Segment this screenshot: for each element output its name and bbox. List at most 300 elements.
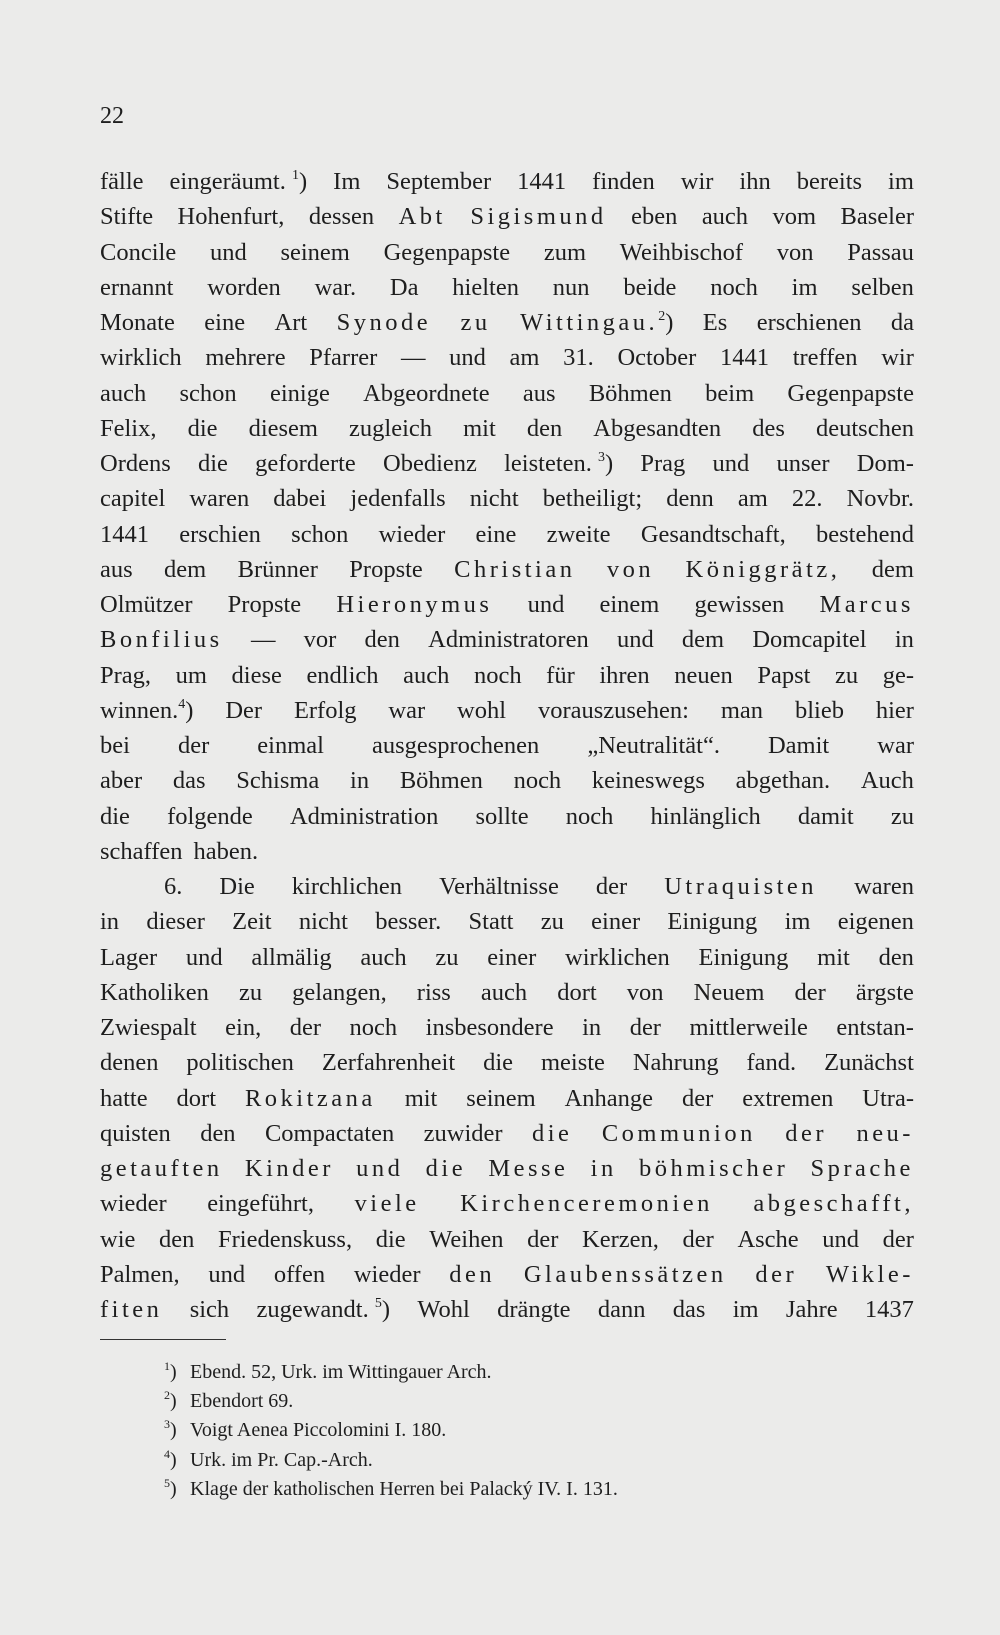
word: Böhmen (399, 767, 483, 795)
text-line (100, 199, 914, 234)
word: wieder (378, 520, 446, 548)
footnote-ref-paren: ) (381, 1296, 391, 1323)
word: Monate (100, 309, 175, 336)
text-line (100, 622, 914, 657)
word: dann (597, 1296, 646, 1323)
word: Gegenpapste (787, 379, 914, 407)
spaced-word: die (425, 1155, 467, 1182)
spaced-word: in (590, 1155, 617, 1182)
word: fälle (100, 168, 144, 195)
word: erschien (179, 520, 261, 548)
word: für (546, 661, 575, 689)
footnote-ref-paren: ) (185, 696, 194, 724)
word: wirklichen (565, 943, 670, 971)
spaced-word: fiten (100, 1296, 163, 1323)
spaced-word: Wikle- (825, 1260, 914, 1288)
word: wieder (353, 1260, 421, 1288)
spaced-word: Sprache (810, 1155, 914, 1182)
spaced-word: Messe (488, 1155, 569, 1182)
word: treffen (792, 344, 858, 372)
word: Lager (100, 943, 158, 971)
word: noch (349, 1014, 398, 1041)
word: damit (797, 802, 854, 830)
word: seinem (466, 1084, 536, 1112)
word: Jahre (785, 1296, 838, 1323)
word: eine (475, 520, 517, 548)
word: ernannt (100, 273, 174, 301)
word: Ordens (100, 450, 171, 477)
word: abgethan. (735, 767, 831, 795)
word: Friedenskuss, (218, 1225, 353, 1253)
footnote-number: 1 (164, 1359, 170, 1373)
word: Böhmen (588, 379, 672, 407)
word: leisteten. (504, 450, 592, 477)
word: war. (314, 273, 357, 301)
word: Zunächst (824, 1049, 914, 1077)
word: mehrere (205, 344, 286, 372)
word: mittlerweile (689, 1014, 808, 1041)
word: diese (231, 661, 282, 689)
word: Katholiken (100, 978, 209, 1006)
word: schon (179, 379, 237, 407)
word: das (172, 767, 206, 795)
word: am (509, 344, 540, 372)
word: diesem (248, 414, 318, 442)
spaced-name: Abt (398, 203, 446, 231)
word: bei (100, 732, 130, 759)
word: Palmen, (100, 1260, 180, 1288)
word: des (752, 414, 785, 442)
word: eingeführt, (207, 1190, 314, 1218)
word: bestehend (816, 520, 914, 548)
word: Art (274, 309, 308, 336)
spaced-name: Utraquisten (664, 873, 818, 900)
word: seinem (280, 238, 350, 266)
spaced-word: zu (460, 309, 491, 336)
spaced-word: neu- (856, 1119, 914, 1147)
word: eben (631, 203, 678, 231)
footnote (164, 1446, 618, 1475)
word: deutschen (815, 414, 914, 442)
footnotes (164, 1358, 618, 1504)
text-line (100, 728, 914, 763)
spaced-word: den (449, 1260, 496, 1288)
word-with-footnote-ref (504, 446, 613, 481)
footnote-number: 4 (164, 1446, 170, 1461)
footnote-ref-paren: ) (665, 309, 674, 336)
word: dessen (308, 203, 375, 231)
word: quisten (100, 1119, 171, 1147)
word: war (877, 732, 914, 759)
word: Abgeordnete (363, 379, 490, 407)
word: der (177, 732, 210, 759)
footnote-paren: ) (170, 1477, 177, 1500)
footnote-ref[interactable]: 5 (374, 1296, 382, 1311)
word: nun (552, 273, 590, 301)
word: das (672, 1296, 706, 1323)
word: extremen (742, 1084, 834, 1112)
text-line (100, 1257, 914, 1292)
word: entstan- (836, 1014, 914, 1041)
footnote-number: 3 (164, 1417, 170, 1432)
word: Olmützer (100, 591, 193, 618)
word: Der (225, 696, 263, 724)
spaced-word: Synode (336, 309, 432, 336)
word: waren (189, 485, 250, 513)
word: Utra- (862, 1084, 914, 1112)
text-line (100, 1151, 914, 1186)
word: beide (623, 273, 677, 301)
word: ihn (739, 168, 771, 195)
text-line (100, 305, 914, 340)
word: war (388, 696, 426, 724)
word: hatte (100, 1084, 148, 1112)
word: einer (487, 943, 537, 971)
word: aber (100, 767, 143, 795)
word: 1441 (517, 168, 567, 195)
word: 31. (563, 344, 594, 372)
word: Pfarrer (309, 344, 378, 372)
word: die (100, 802, 130, 830)
footnote-mark (164, 1387, 190, 1416)
text-line (100, 834, 914, 869)
spaced-word: getauften (100, 1155, 223, 1182)
word: unser (776, 450, 830, 477)
word: im (791, 273, 818, 301)
word: drängte (497, 1296, 571, 1323)
spaced-name: Rokitzana (244, 1084, 376, 1112)
word: Damit (767, 732, 830, 759)
word: Hohenfurt, (177, 203, 285, 231)
word: erschienen (756, 309, 862, 336)
word: Auch (860, 767, 914, 795)
footnote-paren: ) (170, 1361, 177, 1383)
word: und (527, 591, 565, 618)
footnote-paren: ) (170, 1419, 177, 1442)
word: Wohl (417, 1296, 470, 1323)
word: Kerzen, (582, 1225, 659, 1253)
section-number: 6. (164, 873, 183, 900)
word: Zeit (232, 908, 272, 936)
word: und (712, 450, 750, 477)
word: ausgesprochenen (371, 732, 540, 759)
text-line (100, 411, 914, 446)
text-line (100, 376, 914, 411)
word: Administration (289, 802, 439, 830)
word: Abgesandten (593, 414, 722, 442)
word: Gesandtschaft, (640, 520, 786, 548)
word: Statt (468, 908, 514, 936)
footnote-text: Klage der katholischen Herren bei Palacký IV. I. 131. (190, 1477, 618, 1500)
word: schaffen (100, 837, 183, 865)
word: Obedienz (383, 450, 477, 477)
word: zum (543, 238, 587, 266)
word: noch (710, 273, 758, 301)
word: 22. (791, 485, 823, 513)
dash: — (400, 344, 426, 372)
word: einem (599, 591, 660, 618)
footnote-ref[interactable]: 1 (291, 168, 299, 183)
word: Concile (100, 238, 177, 266)
word: Da (389, 273, 419, 301)
word: die (197, 450, 228, 477)
footnote-separator (100, 1339, 226, 1340)
word: 1437 (864, 1296, 914, 1323)
word: Papst (757, 661, 811, 689)
word: in (100, 908, 120, 936)
word: dem (681, 626, 725, 654)
word: kirchlichen (291, 873, 403, 900)
word: der (682, 1225, 714, 1253)
word: auch (701, 203, 749, 231)
word: Stifte (100, 203, 154, 231)
word: Domcapitel (752, 626, 867, 654)
footnote-ref[interactable]: 2 (658, 309, 666, 324)
word: von (626, 978, 664, 1006)
word: Passau (847, 238, 914, 266)
word: zuwider (423, 1119, 503, 1147)
footnote-ref-paren: ) (298, 168, 308, 195)
word: dort (176, 1084, 217, 1112)
word: da (890, 309, 914, 336)
word: Novbr. (846, 485, 914, 513)
spaced-name: von (606, 555, 655, 583)
spaced-word: Kirchenceremonien (460, 1190, 713, 1218)
word: „Neutralität“. (587, 732, 720, 759)
word: sich (189, 1296, 230, 1323)
word: der (882, 1225, 914, 1253)
word: einer (591, 908, 641, 936)
footnote-mark (164, 1358, 190, 1387)
footnote-number: 2 (164, 1388, 170, 1403)
word: der (595, 873, 628, 900)
word: vom (772, 203, 817, 231)
word: mit (463, 414, 496, 442)
word: Verhältnisse (439, 873, 559, 900)
word: man (720, 696, 764, 724)
word: September (386, 168, 492, 195)
footnote-text: Urk. im Pr. Cap.-Arch. (190, 1448, 373, 1471)
word: dieser (146, 908, 205, 936)
word: und (209, 238, 247, 266)
word: zu (835, 661, 859, 689)
word: selben (851, 273, 914, 301)
word: in (350, 767, 370, 795)
word: wohl (457, 696, 507, 724)
word: 1441 (100, 520, 149, 548)
word: dort (557, 978, 597, 1006)
spaced-word: der (785, 1119, 828, 1147)
spaced-word: die (531, 1119, 573, 1147)
word: endlich (306, 661, 379, 689)
word: Brünner (237, 555, 318, 583)
word: um (175, 661, 207, 689)
word: im (732, 1296, 759, 1323)
spaced-name: Bonfilius (100, 626, 223, 654)
text-line-section-start (100, 869, 914, 904)
word: auch (100, 379, 147, 407)
word: in (582, 1014, 602, 1041)
word: wie (100, 1225, 136, 1253)
word: zu (238, 978, 263, 1006)
word: 1441 (720, 344, 770, 372)
word: Neuem (693, 978, 765, 1006)
text-line (100, 446, 914, 481)
word: Weihbischof (619, 238, 743, 266)
text-line (100, 1292, 914, 1327)
word: der (527, 1225, 559, 1253)
word: zweite (546, 520, 611, 548)
word: eingeräumt. (169, 168, 286, 195)
text-line (100, 517, 914, 552)
text-line (100, 552, 914, 587)
word: beim (705, 379, 755, 407)
word: Dom- (856, 450, 914, 477)
word: nicht (469, 485, 519, 513)
word: bereits (796, 168, 863, 195)
text-line (100, 1186, 914, 1221)
word: mit (817, 943, 850, 971)
spaced-word: Glaubenssätzen (523, 1260, 727, 1288)
word: aus (100, 555, 133, 583)
word: Administratoren (428, 626, 589, 654)
word: gelangen, (292, 978, 387, 1006)
spaced-word: der (755, 1260, 798, 1288)
word: Asche (737, 1225, 799, 1253)
word: im (784, 908, 811, 936)
word: haben. (193, 837, 259, 865)
word: folgende (167, 802, 253, 830)
word: dem (164, 555, 207, 583)
footnote-paren: ) (170, 1448, 177, 1471)
text-line (100, 270, 914, 305)
footnote-mark (164, 1475, 190, 1504)
word: den (159, 1225, 195, 1253)
word: betheiligt; (542, 485, 643, 513)
word: Felix, (100, 414, 157, 442)
text-line (100, 1045, 914, 1080)
word: dem (871, 555, 914, 583)
word-with-footnote-ref (520, 305, 673, 340)
footnote-ref[interactable]: 3 (598, 450, 605, 465)
word: zu (435, 943, 459, 971)
word: keineswegs (591, 767, 705, 795)
word: hier (875, 696, 914, 724)
spaced-word: und (356, 1155, 404, 1182)
word: zugewandt. (256, 1296, 369, 1323)
footnote-number: 5 (164, 1475, 170, 1490)
footnote-mark (164, 1416, 190, 1445)
word: wieder (100, 1190, 167, 1218)
text-line (100, 1116, 914, 1151)
footnote (164, 1387, 618, 1416)
footnote-text: Ebend. 52, Urk. im Wittingauer Arch. (190, 1361, 492, 1383)
spaced-name: Christian (454, 555, 576, 583)
footnote-ref[interactable]: 4 (178, 696, 186, 712)
footnote-text: Voigt Aenea Piccolomini I. 180. (190, 1419, 447, 1442)
word: Einigung (667, 908, 758, 936)
word: finden (592, 168, 655, 195)
word: Die (219, 873, 255, 900)
word: und (208, 1260, 246, 1288)
body-text (100, 164, 914, 1327)
word: sollte (475, 802, 529, 830)
word: Gegenpapste (383, 238, 511, 266)
text-line (100, 799, 914, 834)
word: noch (565, 802, 614, 830)
word: am (737, 485, 768, 513)
spaced-word: Kinder (244, 1155, 334, 1182)
spaced-name: Marcus (819, 591, 914, 618)
word: Schisma (236, 767, 320, 795)
word: der (289, 1014, 322, 1041)
word: ärgste (855, 978, 914, 1006)
word: vor (303, 626, 337, 654)
text-line (100, 164, 914, 199)
page-number: 22 (100, 103, 124, 129)
word: Compactaten (264, 1119, 395, 1147)
word: und (822, 1225, 860, 1253)
word: geforderte (255, 450, 356, 477)
word: neuen (674, 661, 733, 689)
word: allmälig (251, 943, 332, 971)
text-line (100, 235, 914, 270)
spaced-name: Sigismund (470, 203, 607, 231)
word: hielten (452, 273, 519, 301)
word: auch (360, 943, 407, 971)
footnote (164, 1416, 618, 1445)
word: zugleich (349, 414, 433, 442)
word: die (375, 1225, 406, 1253)
word: dabei (273, 485, 327, 513)
text-line (100, 1010, 914, 1045)
word: einige (269, 379, 330, 407)
word: Nahrung (632, 1049, 719, 1077)
word: der (681, 1084, 714, 1112)
word: den (526, 414, 563, 442)
word: Prag, (100, 661, 152, 689)
word: und (449, 344, 486, 372)
footnote-ref-paren: ) (605, 450, 614, 477)
text-line (100, 340, 914, 375)
spaced-word: Communion (601, 1119, 756, 1147)
word: in (894, 626, 914, 654)
word: nicht (298, 908, 348, 936)
word: wir (881, 344, 914, 372)
word: der (794, 978, 826, 1006)
word: winnen. (100, 696, 179, 724)
word-with-footnote-ref (256, 1292, 390, 1327)
text-line (100, 904, 914, 939)
word-with-footnote-ref (100, 693, 193, 728)
word: Im (333, 168, 361, 195)
word: Einigung (698, 943, 789, 971)
word: ge- (882, 661, 914, 689)
word: den (200, 1119, 236, 1147)
word: auch (480, 978, 528, 1006)
text-line (100, 658, 914, 693)
word: zu (890, 802, 914, 830)
word: Anhange (564, 1084, 654, 1112)
word: und (616, 626, 654, 654)
spaced-name: Königgrätz, (685, 555, 841, 583)
word: der (629, 1014, 661, 1041)
word: politischen (186, 1049, 294, 1077)
text-line (100, 693, 914, 728)
footnote-paren: ) (170, 1390, 177, 1413)
text-line (100, 763, 914, 798)
word: October (617, 344, 697, 372)
